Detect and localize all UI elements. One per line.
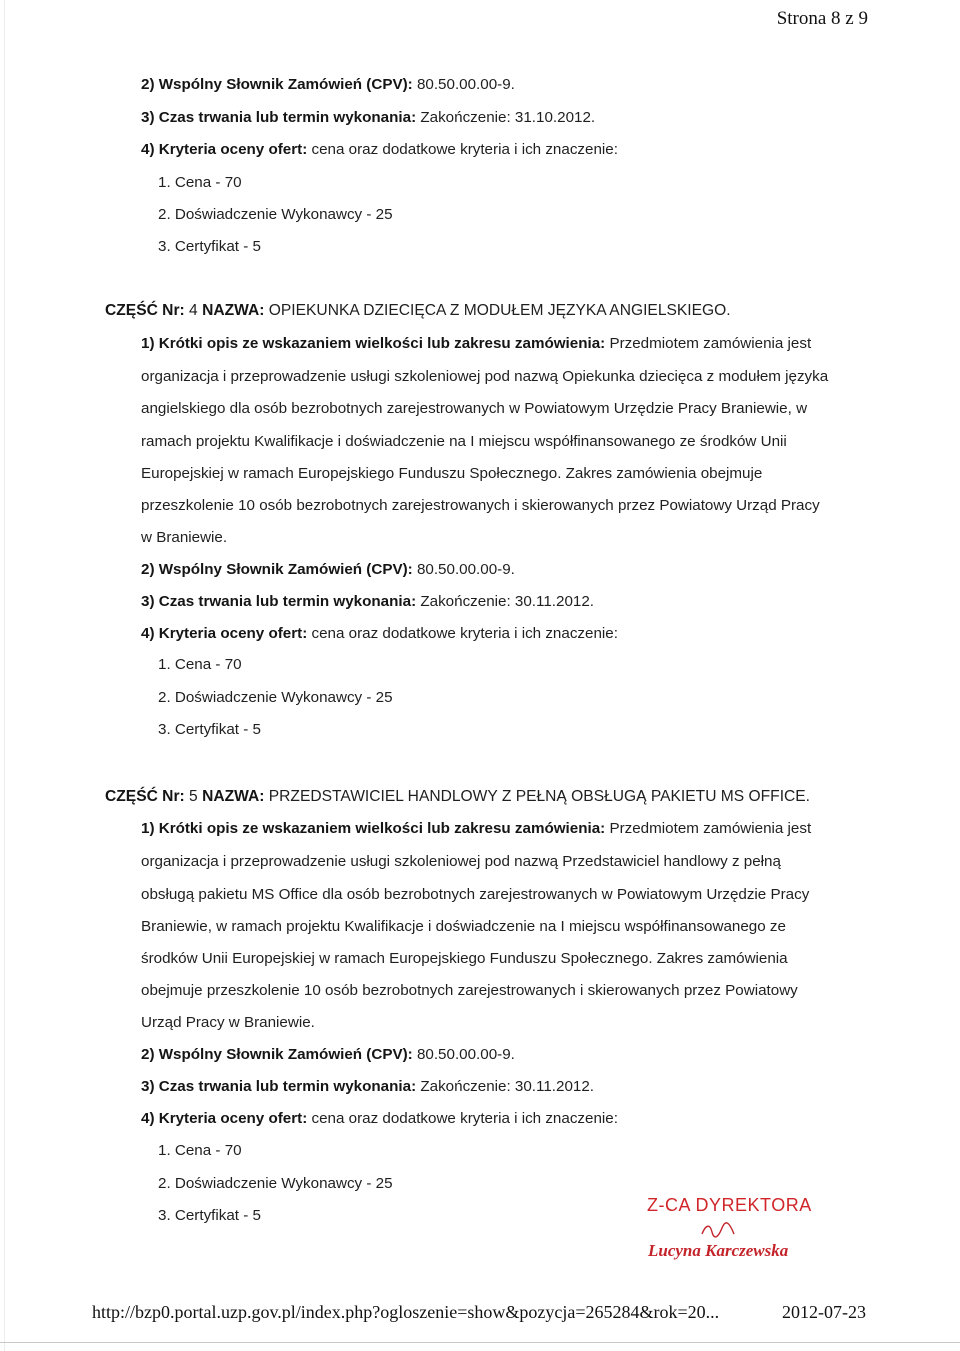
description-line: organizacja i przeprowadzenie usługi szkoleniowej pod nazwą Przedstawiciel handlowy z pełną bbox=[141, 853, 781, 870]
description-line: Braniewie, w ramach projektu Kwalifikacje i doświadczenie na I miejscu współfinansowanego ze bbox=[141, 918, 786, 935]
criteria-item: 2. Doświadczenie Wykonawcy - 25 bbox=[158, 206, 393, 223]
criteria-item: 1. Cena - 70 bbox=[158, 174, 242, 191]
description-line: obsługą pakietu MS Office dla osób bezrobotnych zarejestrowanych w Powiatowym Urzędzie Pracy bbox=[141, 886, 810, 903]
stamp-title: Z-CA DYREKTORA bbox=[647, 1195, 812, 1215]
criteria-line: 4) Kryteria oceny ofert: cena oraz dodatkowe kryteria i ich znaczenie: bbox=[141, 625, 618, 642]
criteria-item: 3. Certyfikat - 5 bbox=[158, 1207, 261, 1224]
footer-divider bbox=[0, 1342, 960, 1343]
term-line: 3) Czas trwania lub termin wykonania: Zakończenie: 31.10.2012. bbox=[141, 109, 596, 126]
description-line: organizacja i przeprowadzenie usługi szkoleniowej pod nazwą Opiekunka dziecięca z modułem języka bbox=[141, 368, 829, 385]
cpv-line: 2) Wspólny Słownik Zamówień (CPV): 80.50.00.00-9. bbox=[141, 1046, 515, 1063]
description-line: 1) Krótki opis ze wskazaniem wielkości lub zakresu zamówienia: Przedmiotem zamówienia jest bbox=[141, 820, 812, 837]
footer-url: http://bzp0.portal.uzp.gov.pl/index.php?ogloszenie=show&pozycja=265284&rok=20... bbox=[92, 1302, 720, 1322]
footer-date: 2012-07-23 bbox=[782, 1302, 866, 1322]
cpv-line: 2) Wspólny Słownik Zamówień (CPV): 80.50.00.00-9. bbox=[141, 561, 515, 578]
term-line: 3) Czas trwania lub termin wykonania: Zakończenie: 30.11.2012. bbox=[141, 593, 595, 610]
signature-stamp-name: Lucyna Karczewska bbox=[648, 1241, 789, 1260]
criteria-line: 4) Kryteria oceny ofert: cena oraz dodatkowe kryteria i ich znaczenie: bbox=[141, 141, 618, 158]
description-line: 1) Krótki opis ze wskazaniem wielkości lub zakresu zamówienia: Przedmiotem zamówienia jest bbox=[141, 335, 812, 352]
criteria-item: 3. Certyfikat - 5 bbox=[158, 238, 261, 255]
criteria-line: 4) Kryteria oceny ofert: cena oraz dodatkowe kryteria i ich znaczenie: bbox=[141, 1110, 618, 1127]
description-line: ramach projektu Kwalifikacje i doświadczenie na I miejscu współfinansowanego ze środków Unii bbox=[141, 433, 787, 450]
description-line: obejmuje przeszkolenie 10 osób bezrobotnych zarejestrowanych i skierowanych przez Powiatowy bbox=[141, 982, 798, 999]
part-5-heading: CZĘŚĆ Nr: 5 NAZWA: PRZEDSTAWICIEL HANDLOWY Z PEŁNĄ OBSŁUGĄ PAKIETU MS OFFICE. bbox=[105, 788, 811, 805]
description-line: przeszkolenie 10 osób bezrobotnych zarejestrowanych i skierowanych przez Powiatowy Urząd Pracy bbox=[141, 497, 820, 514]
description-line: angielskiego dla osób bezrobotnych zarejestrowanych w Powiatowym Urzędzie Pracy Braniewie, w bbox=[141, 400, 808, 417]
description-line: Urząd Pracy w Braniewie. bbox=[141, 1014, 315, 1031]
cpv-line: 2) Wspólny Słownik Zamówień (CPV): 80.50.00.00-9. bbox=[141, 76, 515, 93]
term-line: 3) Czas trwania lub termin wykonania: Zakończenie: 30.11.2012. bbox=[141, 1078, 595, 1095]
scan-edge bbox=[4, 0, 5, 1351]
description-line: Europejskiej w ramach Europejskiego Funduszu Społecznego. Zakres zamówienia obejmuje bbox=[141, 465, 763, 482]
criteria-item: 1. Cena - 70 bbox=[158, 1142, 242, 1159]
part-4-heading: CZĘŚĆ Nr: 4 NAZWA: OPIEKUNKA DZIECIĘCA Z MODUŁEM JĘZYKA ANGIELSKIEGO. bbox=[105, 302, 731, 319]
description-line: środków Unii Europejskiej w ramach Europejskiego Funduszu Społecznego. Zakres zamówienia bbox=[141, 950, 788, 967]
criteria-item: 2. Doświadczenie Wykonawcy - 25 bbox=[158, 689, 393, 706]
description-line: w Braniewie. bbox=[141, 529, 228, 546]
criteria-item: 1. Cena - 70 bbox=[158, 656, 242, 673]
criteria-item: 3. Certyfikat - 5 bbox=[158, 721, 261, 738]
criteria-item: 2. Doświadczenie Wykonawcy - 25 bbox=[158, 1175, 393, 1192]
page-number: Strona 8 z 9 bbox=[776, 8, 868, 29]
